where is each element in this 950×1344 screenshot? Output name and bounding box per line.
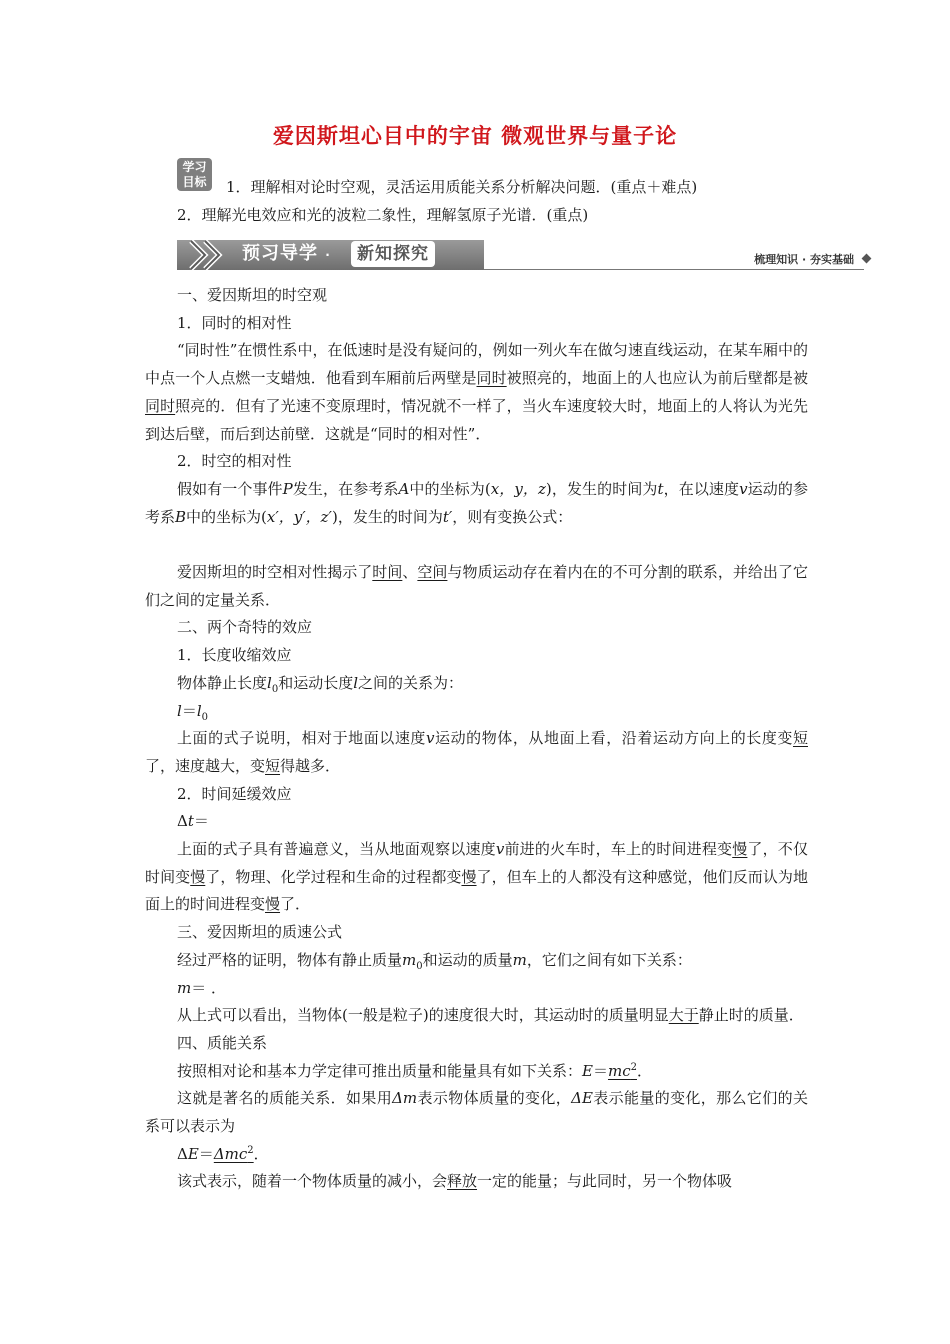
fill-answer-1: 同时 xyxy=(476,369,507,388)
banner-subtitle: 梳理知识 · 夯实基础 xyxy=(754,253,854,266)
banner-label-text: 预习导学 xyxy=(242,243,318,264)
section-heading-3: 三、爱因斯坦的质速公式 xyxy=(177,923,343,942)
formula-length: $l=l_0$ xyxy=(177,701,209,723)
fill-answer-6: 短 xyxy=(265,756,281,775)
paragraph-mass-velocity: 经过严格的证明，物体有静止质量$m_0$和运动的质量m，它们之间有如下关系： xyxy=(177,950,692,972)
formula-mass: m＝ ． xyxy=(177,978,227,997)
fill-answer-11: 大于 xyxy=(668,1006,699,1025)
formula-time: Δt＝ xyxy=(177,812,209,831)
fill-answer-9: 慢 xyxy=(461,867,477,886)
paragraph-length-relation: 物体静止长度$l_0$和运动长度l之间的关系为： xyxy=(177,673,464,695)
section-banner xyxy=(177,238,872,272)
fill-answer-5: 短 xyxy=(792,729,808,748)
subheading-1-2: 2．时空的相对性 xyxy=(177,452,292,471)
badge-line-1: 学习 xyxy=(182,159,207,174)
paragraph-spacetime: 假如有一个事件P发生，在参考系A中的坐标为(x，y，z)，发生的时间为t，在以速度v运动的参考系B中的坐标为(x′，y′，z′)，发生的时间为t′，则有变换公式： xyxy=(145,479,808,526)
paragraph-simultaneity: “同时性”在惯性系中，在低速时是没有疑问的，例如一列火车在做匀速直线运动，在某车厢中的中点一个人点燃一支蜡烛．他看到车厢前后两壁是同时被照亮的，地面上的人也应认为前后壁都是被同时照亮的．但有了光速不变原理时，情况就不一样了，当火车速度较大时，地面上的人将认为光先到达后壁，而后到达前壁．这就是“同时的相对性”． xyxy=(145,341,808,443)
section-heading-2: 二、两个奇特的效应 xyxy=(177,618,313,637)
main-content xyxy=(145,282,808,1196)
fill-answer-8: 慢 xyxy=(190,867,206,886)
diamond-icon xyxy=(862,254,872,264)
paragraph-time-dilation: 上面的式子具有普遍意义，当从地面观察以速度v前进的火车时，车上的时间进程变慢了，不仅时间变慢了，物理、化学过程和生命的过程都变慢了，但车上的人都没有这种感觉，他们反而认为地面上的时间进程变慢了． xyxy=(145,840,808,914)
badge-line-2: 目标 xyxy=(182,174,207,189)
paragraph-mass-energy-relation: 这就是著名的质能关系．如果用Δm表示物体质量的变化，ΔE表示能量的变化，那么它们的关系可以表示为 xyxy=(145,1089,808,1136)
paragraph-length-explain: 上面的式子说明，相对于地面以速度v运动的物体，从地面上看，沿着运动方向上的长度变短了，速度越大，变短得越多． xyxy=(145,729,808,775)
banner-divider xyxy=(484,269,864,270)
banner-dot: · xyxy=(325,248,331,262)
objective-1: 1．理解相对论时空观，灵活运用质能关系分析解决问题．(重点＋难点) xyxy=(226,178,698,196)
fill-answer-7: 慢 xyxy=(732,840,748,859)
fill-answer-4: 空间 xyxy=(417,563,448,582)
banner-highlight: 新知探究 xyxy=(351,241,435,267)
blank-formula-space xyxy=(145,531,808,559)
paragraph-release-energy: 该式表示，随着一个物体质量的减小，会释放一定的能量；与此同时，另一个物体吸 xyxy=(177,1172,733,1191)
objectives-badge xyxy=(177,158,212,191)
paragraph-relativity-summary: 爱因斯坦的时空相对性揭示了时间、空间与物质运动存在着内在的不可分割的联系，并给出了它们之间的定量关系． xyxy=(145,563,808,609)
subheading-2-2: 2．时间延缓效应 xyxy=(177,784,292,803)
page-title: 爱因斯坦心目中的宇宙 微观世界与量子论 xyxy=(272,124,678,148)
chevron-double-right-icon xyxy=(177,238,237,272)
objective-2: 2．理解光电效应和光的波粒二象性，理解氢原子光谱．(重点) xyxy=(177,206,589,224)
fill-answer-14: 释放 xyxy=(447,1172,478,1191)
section-heading-1: 一、爱因斯坦的时空观 xyxy=(177,286,328,304)
banner-label xyxy=(242,241,331,268)
section-heading-4: 四、质能关系 xyxy=(177,1033,268,1052)
fill-answer-2: 同时 xyxy=(145,396,176,415)
formula-delta-energy: ΔE＝Δmc$^2$． xyxy=(177,1144,269,1163)
paragraph-mass-explain: 从上式可以看出，当物体(一般是粒子)的速度很大时，其运动时的质量明显大于静止时的质量． xyxy=(177,1006,804,1025)
fill-answer-10: 慢 xyxy=(265,895,281,914)
fill-answer-3: 时间 xyxy=(372,563,403,582)
subheading-1-1: 1．同时的相对性 xyxy=(177,313,292,332)
subheading-2-1: 1．长度收缩效应 xyxy=(177,646,292,665)
fill-answer-12: $mc^2$ xyxy=(607,1061,637,1080)
paragraph-mass-energy: 按照相对论和基本力学定律可推出质量和能量具有如下关系：$E=mc^2$． xyxy=(177,1061,652,1080)
fill-answer-13: Δmc$^2$ xyxy=(213,1144,254,1163)
